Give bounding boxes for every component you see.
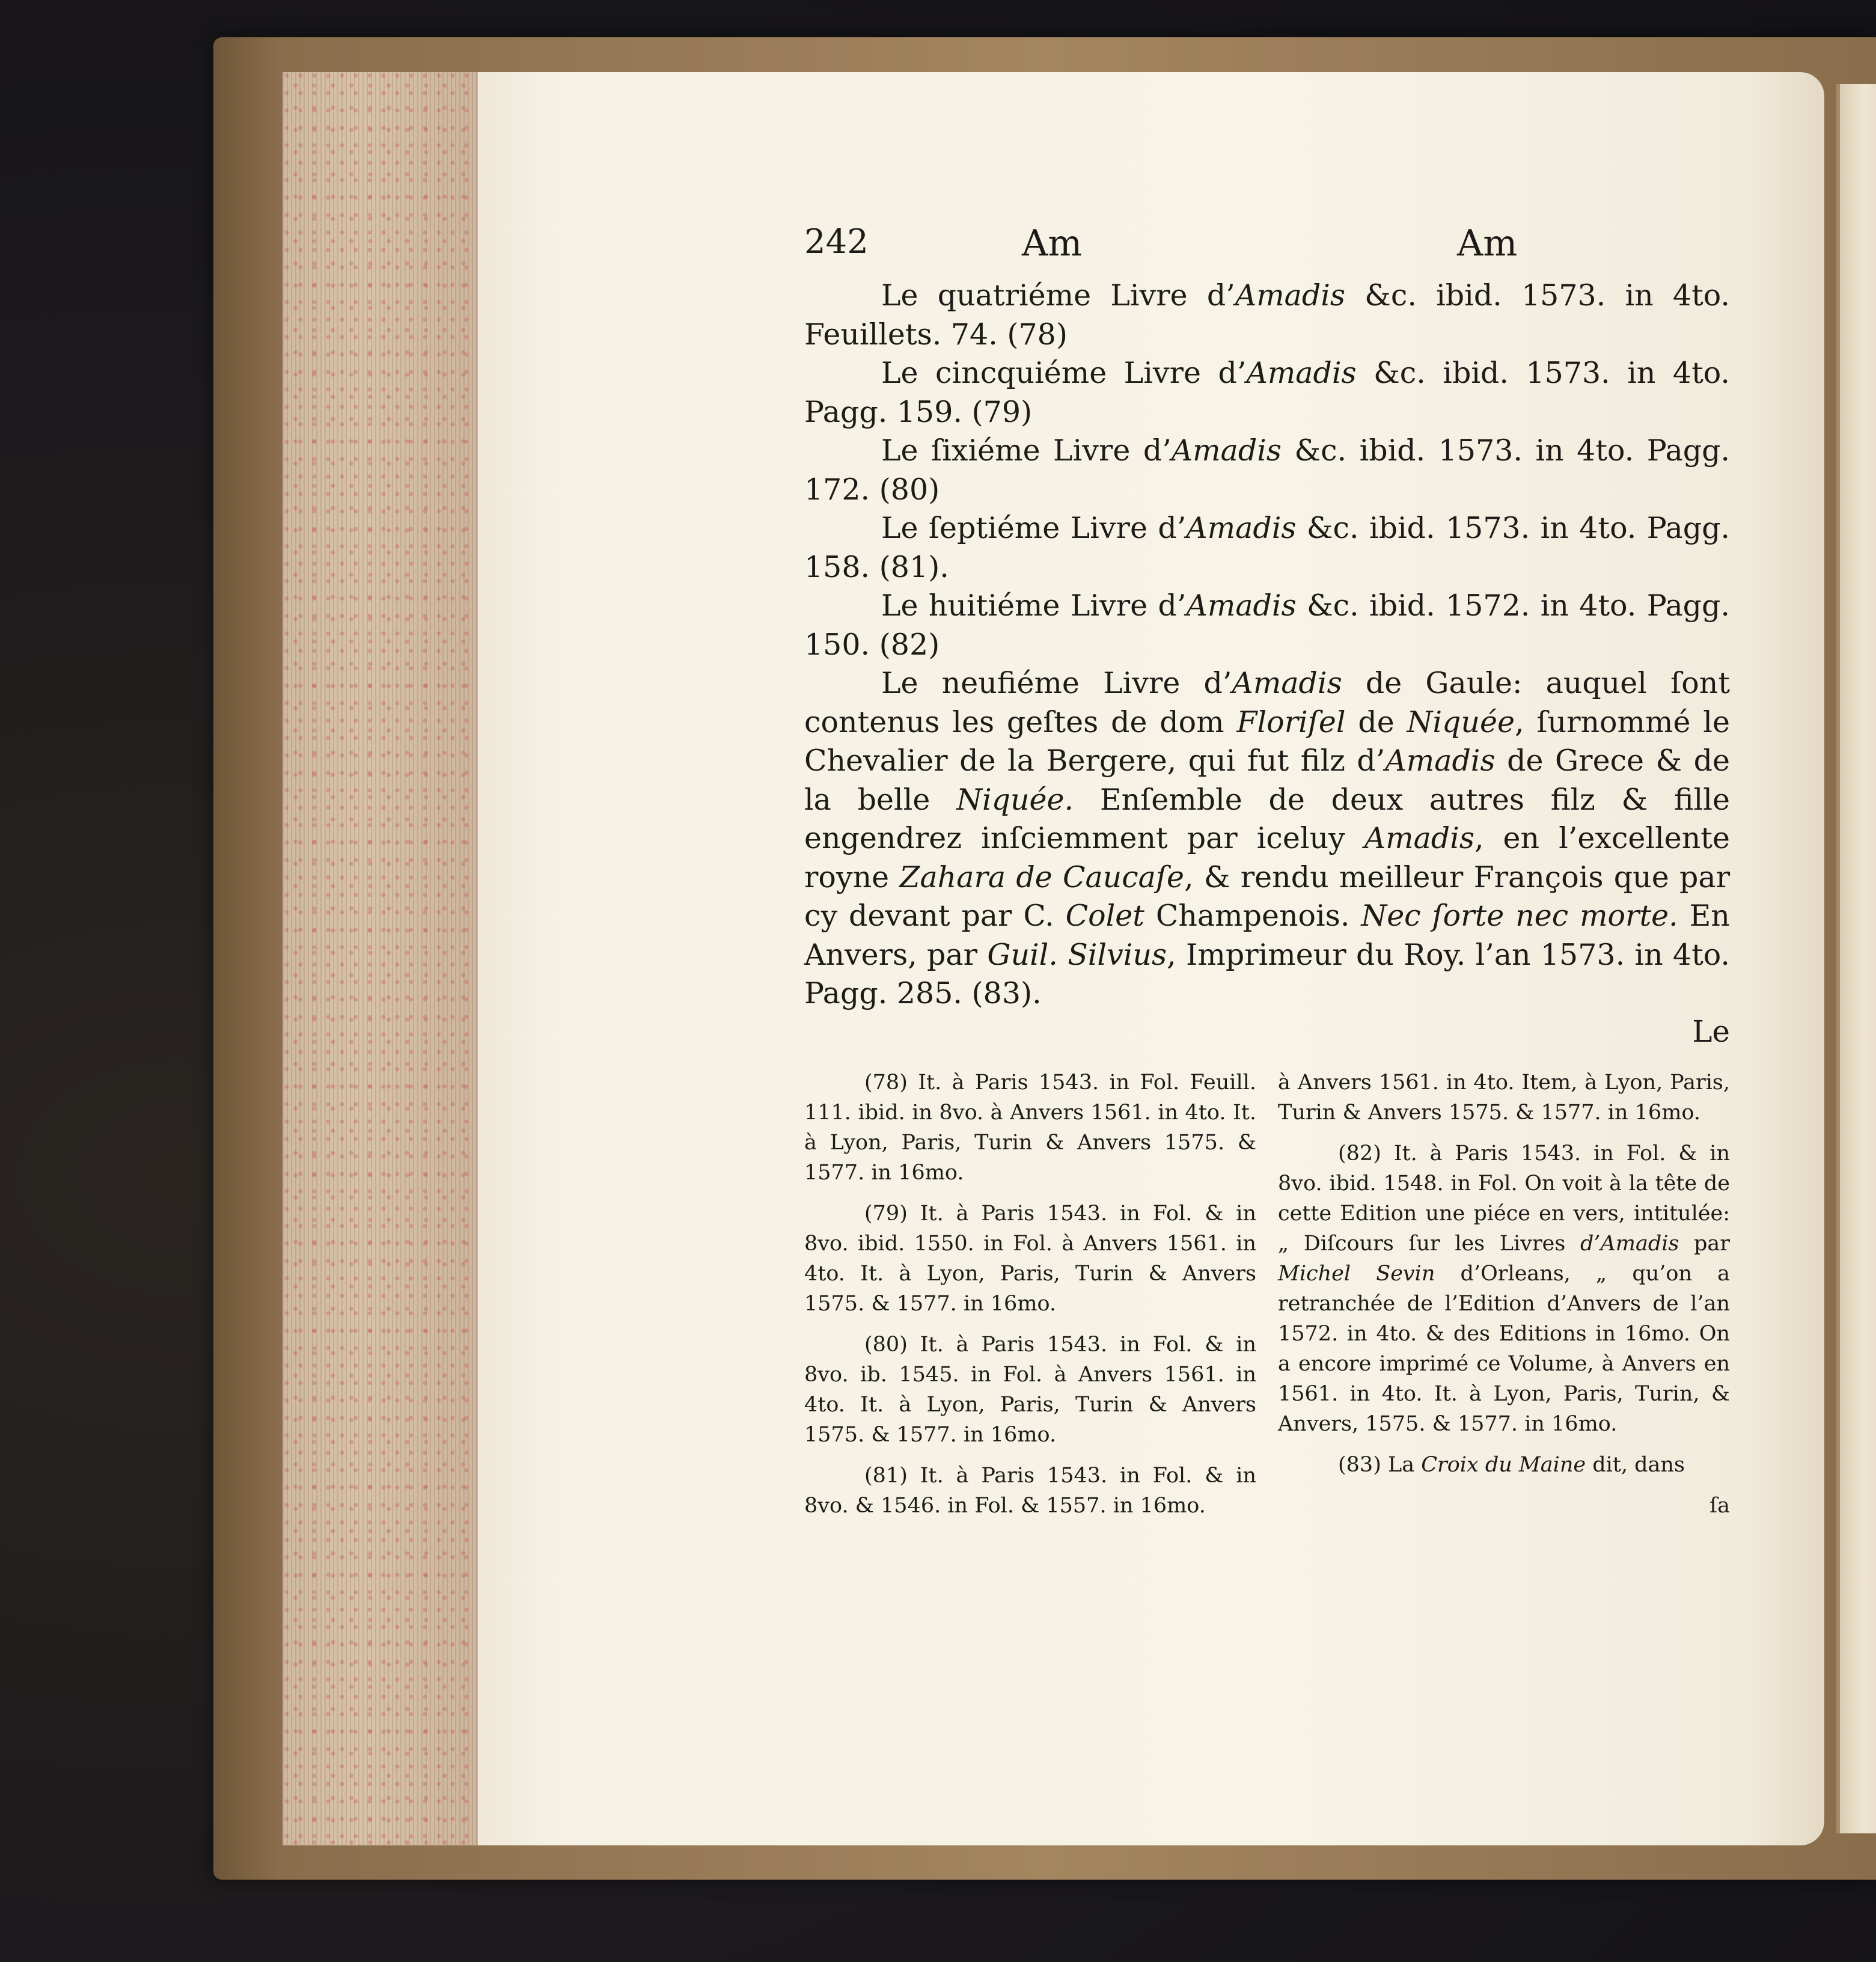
footnote-catchword: ſa	[1709, 1493, 1730, 1518]
entry-book-5: Le cincquiéme Livre d’Amadis &c. ibid. 1573. in 4to. Pagg. 159. (79)	[804, 356, 1730, 429]
entry-book-7: Le ſeptiéme Livre d’Amadis &c. ibid. 1573. in 4to. Pagg. 158. (81).	[804, 511, 1731, 584]
footnote-82: (82) It. à Paris 1543. in Fol. & in 8vo. ibid. 1548. in Fol. On voit à la tête de cette Edition une piéce en vers, intitulée: „ Diſcours ſur les Livres d’Amadis par Michel Sevin d’Orleans, „ qu’on a retranchée de l’Edition d’Anvers de l’an 1572. in 4to. & des Editions in 16mo. On a encore imprimé ce Volume, à Anvers en 1561. in 4to. It. à Lyon, Paris, Turin, & Anvers, 1575. & 1577. in 16mo.	[1278, 1141, 1731, 1436]
main-text	[804, 277, 1730, 1013]
footnote-81-continued: à Anvers 1561. in 4to. Item, à Lyon, Paris, Turin & Anvers 1575. & 1577. in 16mo.	[1278, 1070, 1730, 1125]
footnote-80: (80) It. à Paris 1543. in Fol. & in 8vo. ib. 1545. in Fol. à Anvers 1561. in 4to. It. à Lyon, Paris, Turin & Anvers 1575. & 1577. in 16mo.	[804, 1332, 1256, 1447]
entry-book-6: Le ſixiéme Livre d’Amadis &c. ibid. 1573. in 4to. Pagg. 172. (80)	[804, 433, 1731, 507]
page-number: 242	[804, 222, 869, 261]
footnote-79: (79) It. à Paris 1543. in Fol. & in 8vo. ibid. 1550. in Fol. à Anvers 1561. in 4to. It. à Lyon, Paris, Turin & Anvers 1575. & 1577. in 16mo.	[804, 1201, 1256, 1316]
footnotes-right-column	[1278, 1068, 1730, 1532]
entry-book-8: Le huitiéme Livre d’Amadis &c. ibid. 1572. in 4to. Pagg. 150. (82)	[804, 588, 1730, 662]
entry-book-9: Le neufiéme Livre d’Amadis de Gaule: auquel ſont contenus les geſtes de dom Floriſel de Niquée, ſurnommé le Chevalier de la Bergere, qui fut filz d’Amadis de Grece & de la belle Niquée. Enſemble de deux autres filz & fille engendrez inſciemment par iceluy Amadis, en l’excellente royne Zahara de Caucaſe, & rendu meilleur François que par cy devant par C. Colet Champenois. Nec ſorte nec morte. En Anvers, par Guil. Silvius, Imprimeur du Roy. l’an 1573. in 4to. Pagg. 285. (83).	[804, 666, 1731, 1010]
title-amadis: Amadis	[1246, 356, 1357, 390]
facing-page-edge	[1836, 84, 1876, 1833]
footnote-81: (81) It. à Paris 1543. in Fol. & in 8vo. & 1546. in Fol. & 1557. in 16mo.	[804, 1463, 1256, 1518]
footnote-78: (78) It. à Paris 1543. in Fol. Feuill. 111. ibid. in 8vo. à Anvers 1561. in 4to. It. à Lyon, Paris, Turin & Anvers 1575. & 1577. in 16mo.	[804, 1070, 1256, 1185]
title-amadis: Amadis	[1186, 588, 1297, 623]
running-head	[804, 222, 1730, 277]
entry-book-4: Le quatriéme Livre d’Amadis &c. ibid. 1573. in 4to. Feuillets. 74. (78)	[804, 278, 1730, 352]
title-amadis: Amadis	[1186, 511, 1297, 545]
running-head-right: Am	[1457, 222, 1518, 264]
catchword: Le	[1692, 1013, 1730, 1049]
footnotes	[804, 1068, 1730, 1532]
title-amadis: Amadis	[1171, 433, 1282, 468]
page-edges	[283, 72, 480, 1845]
footnote-83: (83) La Croix du Maine dit, dans	[1338, 1452, 1685, 1477]
title-amadis: Amadis	[1235, 278, 1346, 313]
running-head-left: Am	[1022, 222, 1083, 264]
footnotes-left-column	[804, 1068, 1256, 1532]
page-text-block	[804, 222, 1730, 1532]
